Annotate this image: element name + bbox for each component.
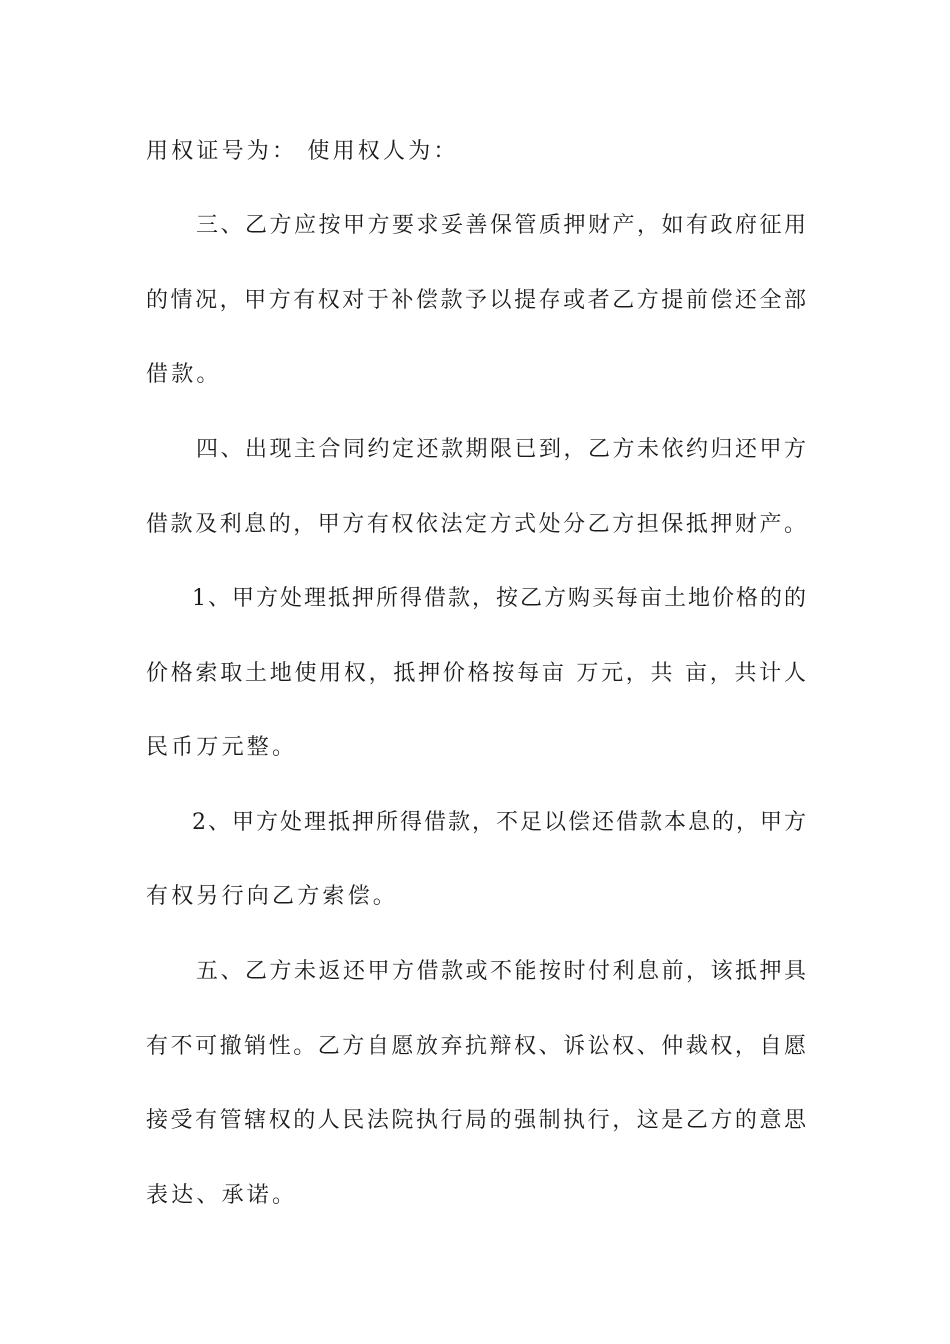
- clause-3-line-1: 三、乙方应按甲方要求妥善保管质押财产，如有政府征用: [196, 213, 806, 238]
- item-2-line-1: 2、甲方处理抵押所得借款，不足以偿还借款本息的，甲方: [192, 810, 806, 835]
- clause-4-line-2: 借款及利息的，甲方有权依法定方式处分乙方担保抵押财产。: [146, 512, 806, 537]
- clause-5-line-4: 表达、承诺。: [146, 1183, 298, 1208]
- text-line-1: 用权证号为： 使用权人为：: [146, 139, 459, 164]
- clause-5-line-2: 有不可撤销性。乙方自愿放弃抗辩权、诉讼权、仲裁权，自愿: [146, 1034, 806, 1059]
- clause-5-line-3: 接受有管辖权的人民法院执行局的强制执行，这是乙方的意思: [146, 1108, 806, 1133]
- clause-3-line-2: 的情况，甲方有权对于补偿款予以提存或者乙方提前偿还全部: [146, 288, 806, 313]
- clause-4-line-1: 四、出现主合同约定还款期限已到，乙方未依约归还甲方: [196, 437, 806, 462]
- clause-5-line-1: 五、乙方未返还甲方借款或不能按时付利息前，该抵押具: [196, 959, 806, 984]
- item-2-line-2: 有权另行向乙方索偿。: [146, 884, 399, 909]
- clause-3-line-3: 借款。: [146, 362, 222, 387]
- item-1-line-3: 民币万元整。: [146, 735, 298, 760]
- item-1-line-1: 1、甲方处理抵押所得借款，按乙方购买每亩土地价格的的: [192, 586, 806, 611]
- item-1-line-2: 价格索取土地使用权，抵押价格按每亩 万元，共 亩，共计人: [146, 661, 806, 686]
